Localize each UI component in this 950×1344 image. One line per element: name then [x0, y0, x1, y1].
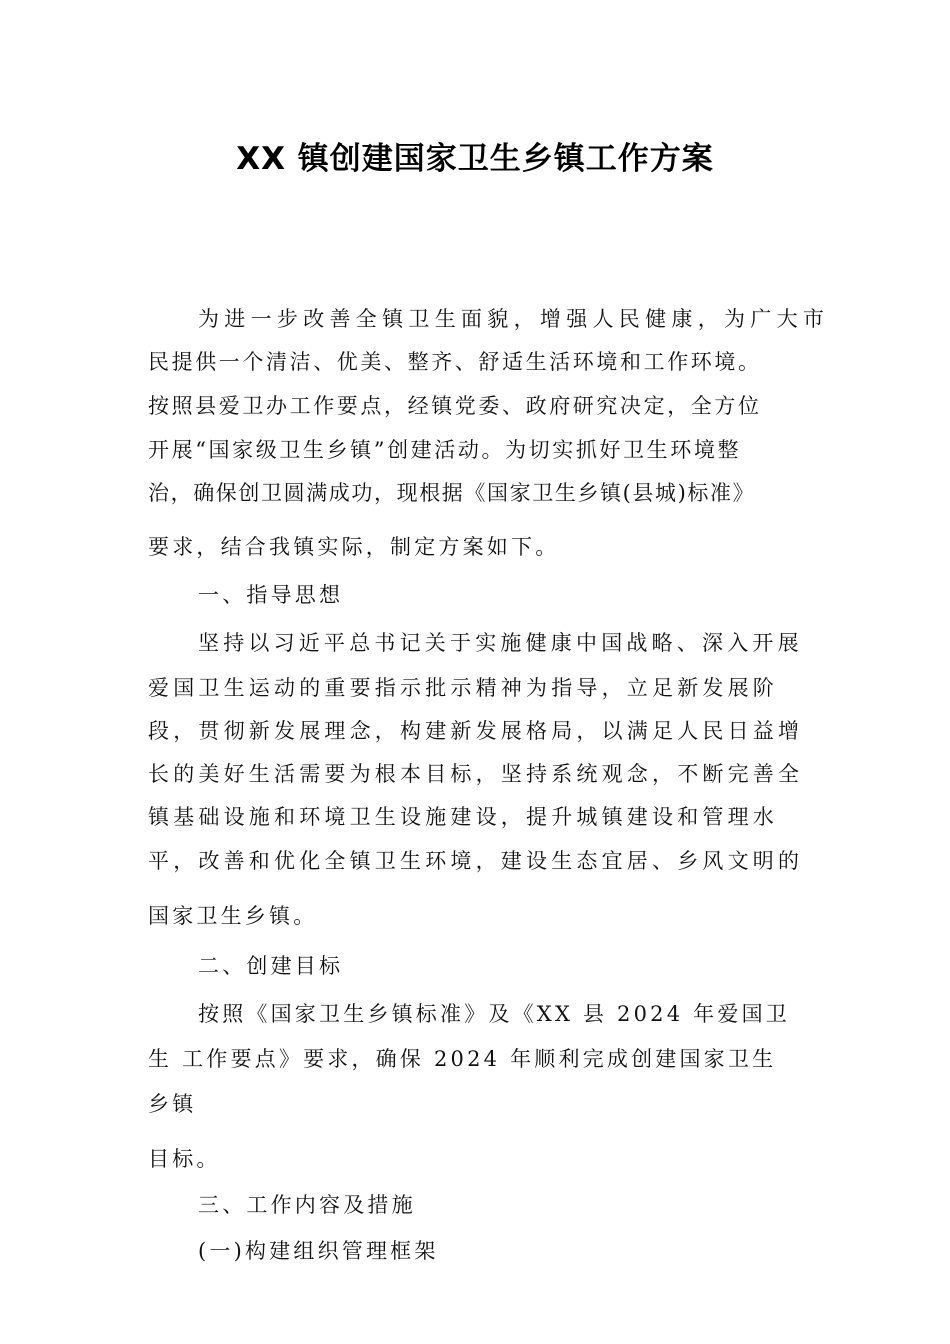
guiding-line-7: 国家卫生乡镇。	[148, 904, 318, 928]
guiding-line-6: 平，改善和优化全镇卫生环境，建设生态宜居、乡风文明的	[148, 849, 804, 873]
document-title: XX 镇创建国家卫生乡镇工作方案	[236, 141, 714, 177]
section-heading-2: 二、创建目标	[198, 954, 344, 978]
goal-line-2: 生 工作要点》要求，确保 2024 年顺利完成创建国家卫生	[148, 1047, 777, 1071]
goal-line-3: 乡镇	[148, 1092, 197, 1116]
guiding-line-4: 长的美好生活需要为根本目标，坚持系统观念，不断完善全	[148, 762, 804, 786]
guiding-line-3: 段，贯彻新发展理念，构建新发展格局，以满足人民日益增	[148, 719, 804, 743]
guiding-line-5: 镇基础设施和环境卫生设施建设，提升城镇建设和管理水	[148, 805, 778, 829]
goal-line-4: 目标。	[148, 1147, 221, 1171]
subsection-heading-1: (一)构建组织管理框架	[198, 1239, 439, 1263]
section-heading-1: 一、指导思想	[198, 583, 344, 607]
section-heading-3: 三、工作内容及措施	[198, 1193, 416, 1217]
goal-line-1: 按照《国家卫生乡镇标准》及《XX 县 2024 年爱国卫	[198, 1002, 790, 1026]
intro-line-5: 治，确保创卫圆满成功，现根据《国家卫生乡镇(县城)标准》	[148, 481, 756, 505]
intro-line-3: 按照县爱卫办工作要点，经镇党委、政府研究决定，全方位	[148, 394, 762, 418]
guiding-line-1: 坚持以习近平总书记关于实施健康中国战略、深入开展	[198, 631, 803, 655]
guiding-line-2: 爱国卫生运动的重要指示批示精神为指导，立足新发展阶	[148, 676, 778, 700]
intro-line-1: 为进一步改善全镇卫生面貌，增强人民健康，为广大市	[198, 307, 830, 331]
intro-line-4: 开展“国家级卫生乡镇”创建活动。为切实抓好卫生环境整	[148, 438, 742, 462]
intro-line-2: 民提供一个清洁、优美、整齐、舒适生活环境和工作环境。	[148, 350, 762, 374]
intro-line-6: 要求，结合我镇实际，制定方案如下。	[148, 535, 560, 559]
